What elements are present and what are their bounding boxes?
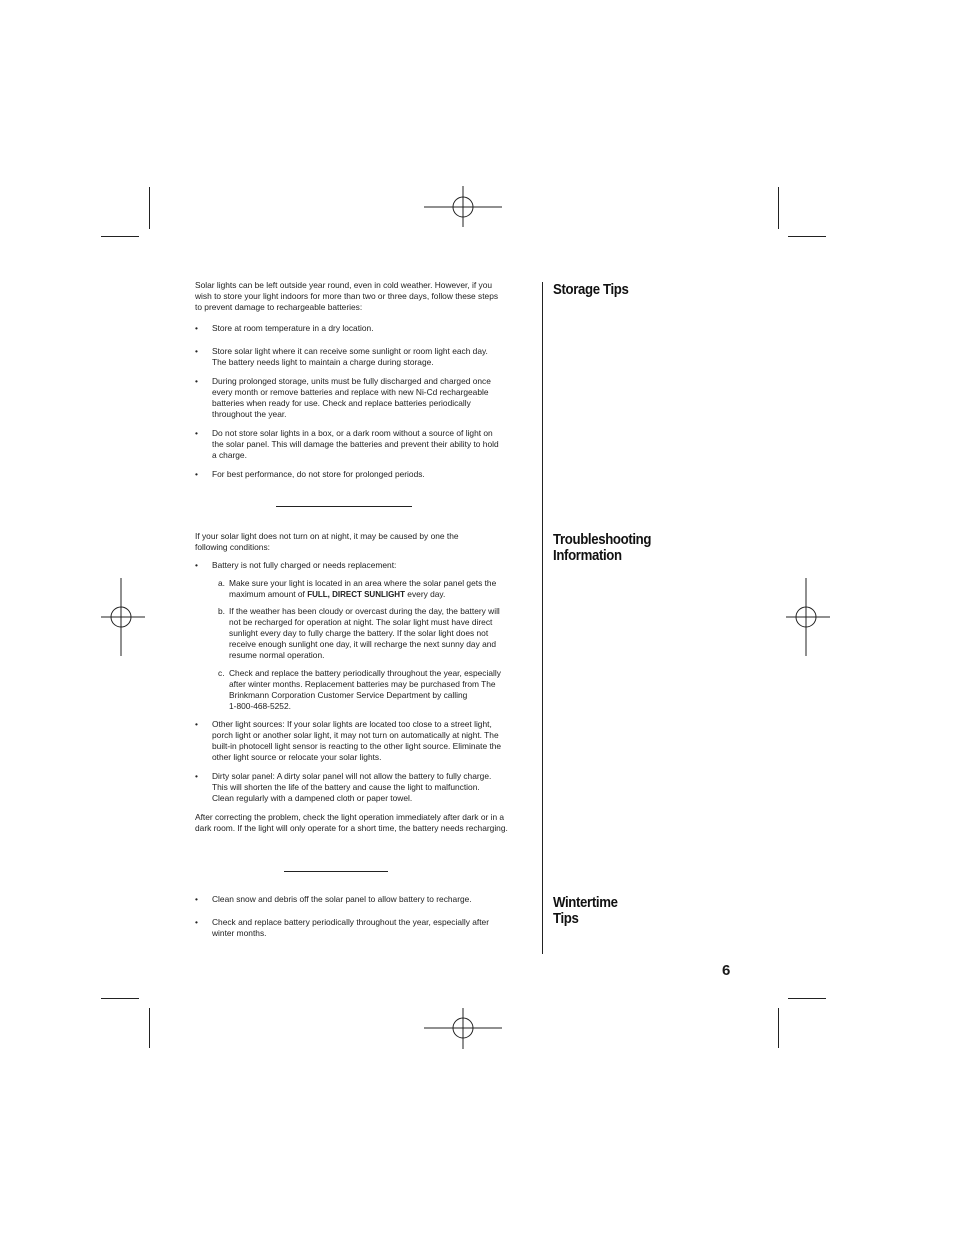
sub-label: a. <box>218 578 225 588</box>
crop-mark <box>101 236 139 237</box>
bullet-icon: • <box>195 719 198 729</box>
text-line: Battery is not fully charged or needs replacement: <box>212 560 397 570</box>
text-line: Do not store solar lights in a box, or a dark room without a source of light on <box>212 428 493 438</box>
wintertime-bullet <box>195 894 522 905</box>
text-line: throughout the year. <box>212 409 287 419</box>
storage-bullet <box>195 346 522 368</box>
text-line: Check and replace the battery periodically throughout the year, especially <box>229 668 501 678</box>
troubleshooting-bullet <box>195 560 522 571</box>
crop-mark <box>788 236 826 237</box>
text-line: to prevent damage to rechargeable batteries: <box>195 302 363 312</box>
text-line: Check and replace battery periodically throughout the year, especially after <box>212 917 489 927</box>
troubleshooting-sub-c <box>218 668 519 712</box>
heading-line: Tips <box>553 910 579 927</box>
text-run: maximum amount of <box>229 589 308 599</box>
heading-storage-tips: Storage Tips <box>553 281 629 298</box>
section-divider <box>276 506 412 507</box>
bullet-icon: • <box>195 771 198 781</box>
heading-line: Wintertime <box>553 894 618 911</box>
text-line: 1-800-468-5252. <box>229 701 291 711</box>
section-divider <box>284 871 388 872</box>
bullet-icon: • <box>195 917 198 927</box>
text-line: dark room. If the light will only operate for a short time, the battery needs recharging. <box>195 823 508 833</box>
text-line: Other light sources: If your solar lights are located too close to a street light, <box>212 719 492 729</box>
bullet-icon: • <box>195 346 198 356</box>
text-line: after winter months. Replacement batteries may be purchased from The <box>229 679 496 689</box>
text-line: Make sure your light is located in an area where the solar panel gets the <box>229 578 497 588</box>
registration-mark-bottom-icon <box>424 1008 504 1050</box>
bullet-icon: • <box>195 428 198 438</box>
text-line: During prolonged storage, units must be fully discharged and charged once <box>212 376 491 386</box>
text-line: porch light or another solar light, it may not turn on automatically at night. The <box>212 730 499 740</box>
text-line: If the weather has been cloudy or overcast during the day, the battery will <box>229 606 500 616</box>
text-line: Brinkmann Corporation Customer Service Department by calling <box>229 690 468 700</box>
emphasis-text: FULL, DIRECT SUNLIGHT <box>307 590 405 599</box>
troubleshooting-intro <box>195 531 521 553</box>
crop-mark <box>778 187 779 229</box>
heading-troubleshooting <box>553 532 651 564</box>
storage-bullet <box>195 323 522 334</box>
sub-label: b. <box>218 606 225 616</box>
crop-mark <box>788 998 826 999</box>
text-line: wish to store your light indoors for more than two or three days, follow these steps <box>195 291 499 301</box>
storage-bullet <box>195 376 522 420</box>
crop-mark <box>149 187 150 229</box>
text-line: The battery needs light to maintain a charge during storage. <box>212 357 434 367</box>
text-line: This will shorten the life of the battery and cause the light to malfunction. <box>212 782 480 792</box>
crop-mark <box>149 1008 150 1048</box>
bullet-icon: • <box>195 323 198 333</box>
text-line: built-in photocell light sensor is reacting to the other light source. Eliminate the <box>212 741 502 751</box>
bullet-icon: • <box>195 376 198 386</box>
troubleshooting-sub-a <box>218 578 519 600</box>
storage-bullet <box>195 469 522 480</box>
crop-mark <box>101 998 139 999</box>
text-run: every day. <box>404 589 446 599</box>
registration-mark-top-icon <box>424 186 504 228</box>
heading-wintertime-tips <box>553 895 618 927</box>
text-line: For best performance, do not store for prolonged periods. <box>212 469 425 479</box>
text-line: If your solar light does not turn on at night, it may be caused by one the <box>195 531 459 541</box>
text-line: receive enough sunlight one day, it will recharge the next sunny day and <box>229 639 497 649</box>
troubleshooting-bullet <box>195 719 522 763</box>
text-line: a charge. <box>212 450 247 460</box>
text-line: batteries when ready for use. Check and replace batteries periodically <box>212 398 471 408</box>
text-line: the solar panel. This will damage the batteries and prevent their ability to hold <box>212 439 499 449</box>
bullet-icon: • <box>195 560 198 570</box>
bullet-icon: • <box>195 469 198 479</box>
text-line: After correcting the problem, check the light operation immediately after dark or in a <box>195 812 505 822</box>
page-number: 6 <box>722 962 731 979</box>
heading-line: Troubleshooting <box>553 531 652 548</box>
registration-mark-right-icon <box>786 578 830 656</box>
text-line: other light source or relocate your solar lights. <box>212 752 382 762</box>
text-line: Store solar light where it can receive some sunlight or room light each day. <box>212 346 488 356</box>
column-divider <box>542 282 543 954</box>
heading-line: Information <box>553 547 622 564</box>
storage-bullet <box>195 428 522 461</box>
troubleshooting-outro <box>195 812 525 834</box>
troubleshooting-bullet <box>195 771 522 804</box>
text-line: Clean regularly with a dampened cloth or paper towel. <box>212 793 413 803</box>
storage-intro <box>195 280 521 313</box>
crop-mark <box>778 1008 779 1048</box>
text-line: sunlight every day to fully charge the battery. If the solar light does not <box>229 628 489 638</box>
text-line: resume normal operation. <box>229 650 325 660</box>
bullet-icon: • <box>195 894 198 904</box>
text-line: Solar lights can be left outside year round, even in cold weather. However, if you <box>195 280 493 290</box>
sub-label: c. <box>218 668 225 678</box>
text-line <box>229 589 519 600</box>
registration-mark-left-icon <box>101 578 145 656</box>
troubleshooting-sub-b <box>218 606 519 661</box>
text-line: Dirty solar panel: A dirty solar panel will not allow the battery to fully charge. <box>212 771 492 781</box>
text-line: following conditions: <box>195 542 270 552</box>
wintertime-bullet <box>195 917 522 939</box>
text-line: not be recharged for operation at night. The solar light must have direct <box>229 617 493 627</box>
text-line: Clean snow and debris off the solar panel to allow battery to recharge. <box>212 894 472 904</box>
text-line: every month or remove batteries and replace with new Ni-Cd rechargeable <box>212 387 489 397</box>
text-line: winter months. <box>212 928 267 938</box>
text-line: Store at room temperature in a dry location. <box>212 323 374 333</box>
